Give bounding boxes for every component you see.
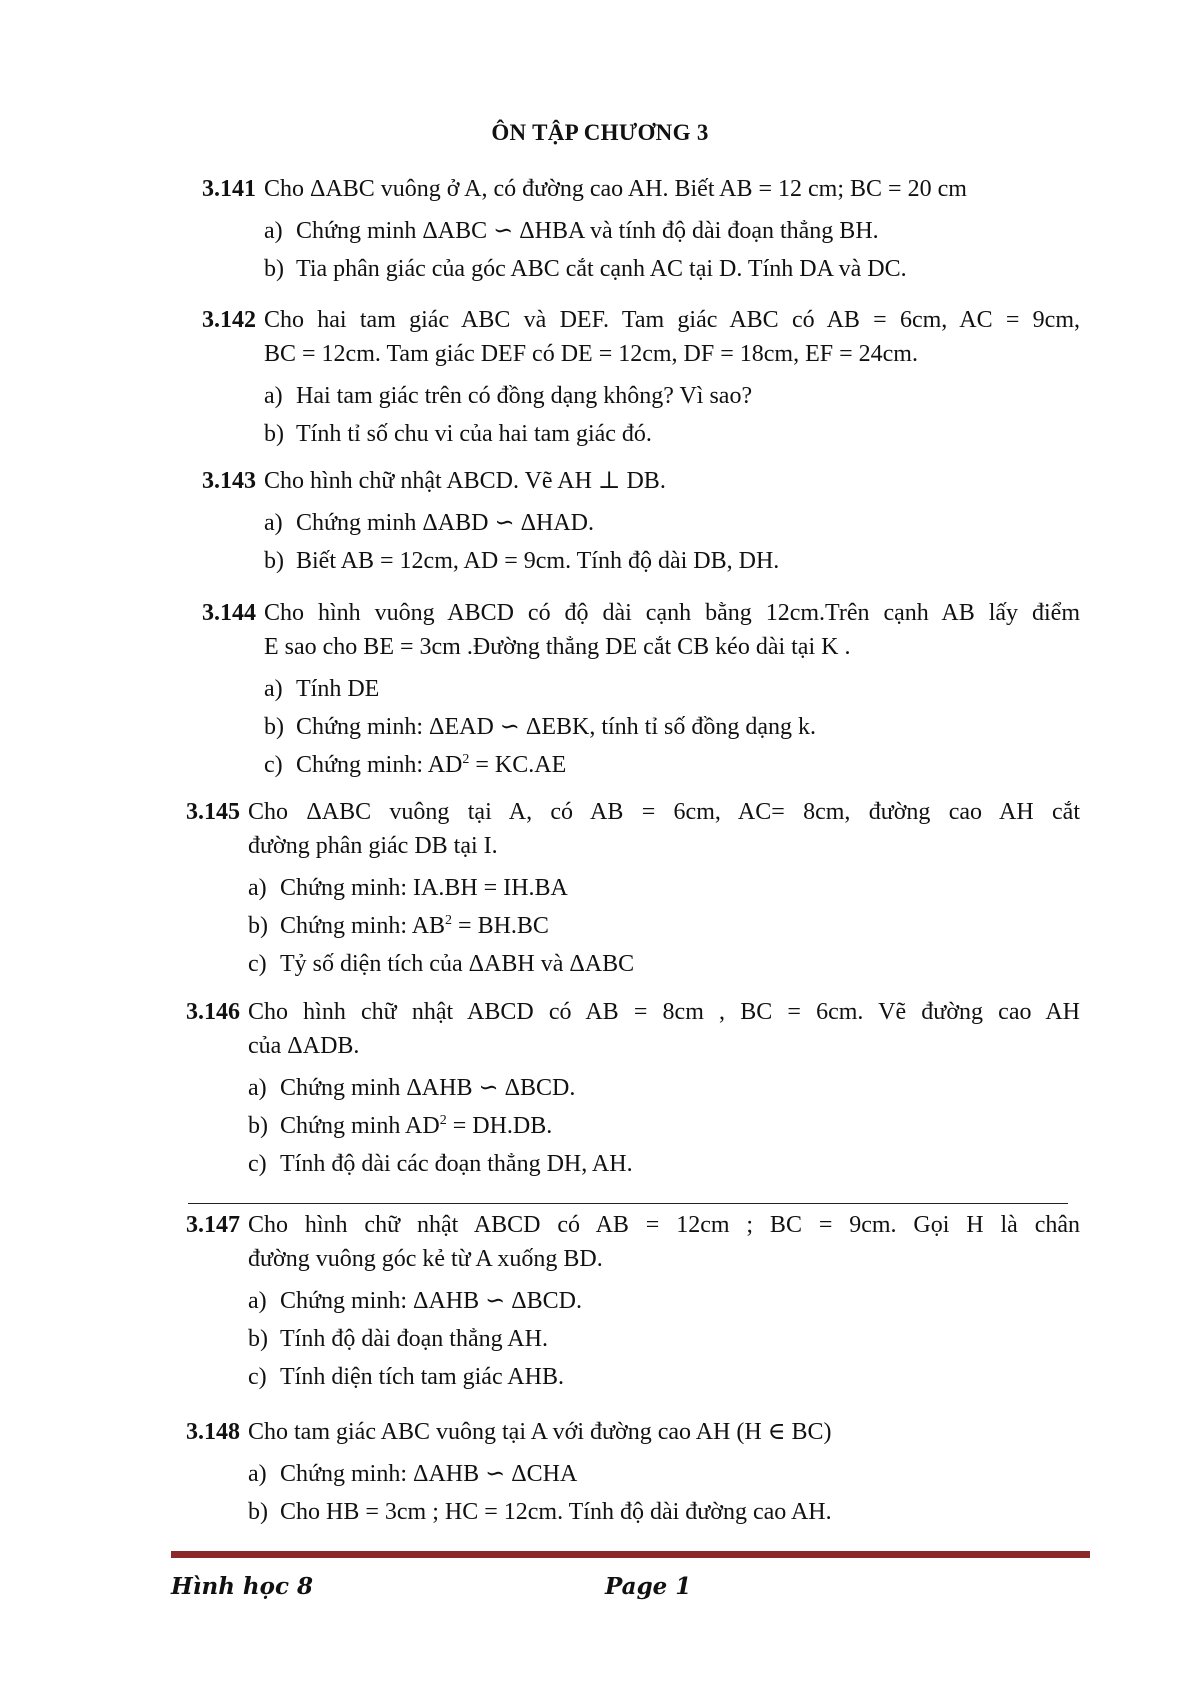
exponent: 2 <box>439 1113 447 1128</box>
sub-question-text-continued: = BH.BC <box>452 913 549 939</box>
sub-question-text: Chứng minh AD <box>280 1113 440 1139</box>
sub-question-text: Tính diện tích tam giác AHB. <box>280 1364 564 1390</box>
sub-question-text: Hai tam giác trên có đồng dạng không? Vì sao? <box>296 383 753 409</box>
sub-question <box>264 708 1080 746</box>
statement-line: Cho hình chữ nhật ABCD có AB = 12cm ; BC = 9cm. Gọi H là chân <box>248 1212 1080 1238</box>
sub-question-label: c) <box>248 1151 267 1177</box>
statement-line: E sao cho BE = 3cm .Đường thẳng DE cắt CB kéo dài tại K . <box>264 634 851 660</box>
sub-question-text: Tia phân giác của góc ABC cắt cạnh AC tại D. Tính DA và DC. <box>296 256 907 282</box>
problem-number: 3.143 <box>202 468 256 494</box>
sub-question <box>264 250 1080 288</box>
sub-question-list <box>186 1069 1080 1183</box>
sub-question-label: b) <box>248 1326 268 1352</box>
statement-line: Cho tam giác ABC vuông tại A với đường cao AH (H ∈ BC) <box>248 1419 832 1445</box>
sub-question <box>248 1107 1080 1145</box>
sub-question-label: a) <box>264 383 283 409</box>
problem-number: 3.148 <box>186 1419 240 1445</box>
exponent: 2 <box>462 752 470 767</box>
sub-question-text: Tính DE <box>296 676 380 702</box>
sub-question-label: b) <box>248 1113 268 1139</box>
sub-question-text: Chứng minh: AB <box>280 913 446 939</box>
sub-question-label: a) <box>248 875 267 901</box>
footer-subject: Hình học 8 <box>171 1573 313 1600</box>
sub-question <box>264 415 1080 453</box>
sub-question-list <box>202 670 1080 784</box>
problem-3-145 <box>186 795 1080 983</box>
problem-3-143 <box>202 464 1080 580</box>
page-title: ÔN TẬP CHƯƠNG 3 <box>491 120 709 145</box>
problem-statement <box>248 995 1080 1063</box>
sub-question <box>264 746 1080 784</box>
problem-number: 3.141 <box>202 176 256 202</box>
problem-statement <box>248 1208 1080 1276</box>
sub-question-label: a) <box>264 510 283 536</box>
sub-question-text: Chứng minh: IA.BH = IH.BA <box>280 875 568 901</box>
sub-question-label: b) <box>248 1499 268 1525</box>
sub-question <box>248 1069 1080 1107</box>
sub-question-text: Chứng minh: ΔAHB ∽ ΔCHA <box>280 1461 578 1487</box>
statement-line: đường phân giác DB tại I. <box>248 833 498 859</box>
sub-question-text: Tính độ dài các đoạn thẳng DH, AH. <box>280 1151 633 1177</box>
sub-question <box>248 1145 1080 1183</box>
statement-line: đường vuông góc kẻ từ A xuống BD. <box>248 1246 603 1272</box>
sub-question-text: Chứng minh ΔABC ∽ ΔHBA và tính độ dài đoạn thẳng BH. <box>296 218 879 244</box>
problem-number: 3.144 <box>202 600 256 626</box>
problem-3-148 <box>186 1415 1080 1531</box>
sub-question-text: Chứng minh ΔAHB ∽ ΔBCD. <box>280 1075 576 1101</box>
sub-question-text: Chứng minh ΔABD ∽ ΔHAD. <box>296 510 594 536</box>
problem-statement <box>264 464 1080 498</box>
problem-3-146 <box>186 995 1080 1183</box>
sub-question <box>248 1455 1080 1493</box>
sub-question-label: a) <box>248 1288 267 1314</box>
sub-question-text: Tính độ dài đoạn thẳng AH. <box>280 1326 548 1352</box>
footer-rule <box>171 1551 1090 1558</box>
sub-question-text: Biết AB = 12cm, AD = 9cm. Tính độ dài DB, DH. <box>296 548 780 574</box>
problem-statement <box>248 1415 1080 1449</box>
sub-question-list <box>202 212 1080 288</box>
statement-line: Cho hình vuông ABCD có độ dài cạnh bằng 12cm.Trên cạnh AB lấy điểm <box>264 600 1080 626</box>
sub-question <box>248 1358 1080 1396</box>
sub-question <box>264 542 1080 580</box>
statement-line: Cho ΔABC vuông tại A, có AB = 6cm, AC= 8cm, đường cao AH cắt <box>248 799 1080 825</box>
problem-statement <box>264 172 1080 206</box>
sub-question <box>264 504 1080 542</box>
problem-statement <box>248 795 1080 863</box>
problem-3-141 <box>202 172 1080 288</box>
footer-page-number: Page 1 <box>605 1573 692 1600</box>
sub-question-text: Tỷ số diện tích của ΔABH và ΔABC <box>280 951 635 977</box>
problem-number: 3.145 <box>186 799 240 825</box>
statement-line: Cho ΔABC vuông ở A, có đường cao AH. Biết AB = 12 cm; BC = 20 cm <box>264 176 967 202</box>
sub-question-label: b) <box>264 421 284 447</box>
problem-number: 3.146 <box>186 999 240 1025</box>
sub-question-list <box>186 1455 1080 1531</box>
sub-question-label: b) <box>264 548 284 574</box>
statement-line: Cho hai tam giác ABC và DEF. Tam giác ABC có AB = 6cm, AC = 9cm, <box>264 307 1080 333</box>
sub-question-list <box>202 377 1080 453</box>
section-divider <box>188 1203 1068 1204</box>
sub-question-text: Cho HB = 3cm ; HC = 12cm. Tính độ dài đường cao AH. <box>280 1499 832 1525</box>
sub-question-text-continued: = KC.AE <box>469 752 567 778</box>
sub-question-text: Tính tỉ số chu vi của hai tam giác đó. <box>296 421 652 447</box>
statement-line: Cho hình chữ nhật ABCD. Vẽ AH ⊥ DB. <box>264 468 666 494</box>
sub-question-label: a) <box>264 676 283 702</box>
sub-question-text: Chứng minh: AD <box>296 752 463 778</box>
sub-question-text: Chứng minh: ΔEAD ∽ ΔEBK, tính tỉ số đồng dạng k. <box>296 714 816 740</box>
problem-3-142 <box>202 303 1080 453</box>
sub-question-label: c) <box>264 752 283 778</box>
sub-question-label: a) <box>248 1075 267 1101</box>
sub-question <box>248 945 1080 983</box>
problem-3-147 <box>186 1208 1080 1396</box>
problem-number: 3.142 <box>202 307 256 333</box>
sub-question-label: b) <box>248 913 268 939</box>
problem-number: 3.147 <box>186 1212 240 1238</box>
sub-question-label: c) <box>248 1364 267 1390</box>
sub-question <box>248 869 1080 907</box>
sub-question-list <box>186 869 1080 983</box>
sub-question <box>248 1493 1080 1531</box>
sub-question <box>264 670 1080 708</box>
statement-line: Cho hình chữ nhật ABCD có AB = 8cm , BC = 6cm. Vẽ đường cao AH <box>248 999 1080 1025</box>
sub-question-list <box>202 504 1080 580</box>
sub-question-label: c) <box>248 951 267 977</box>
sub-question <box>248 1320 1080 1358</box>
sub-question-label: a) <box>264 218 283 244</box>
sub-question-list <box>186 1282 1080 1396</box>
sub-question-text: Chứng minh: ΔAHB ∽ ΔBCD. <box>280 1288 583 1314</box>
problem-statement <box>264 596 1080 664</box>
sub-question-label: b) <box>264 256 284 282</box>
statement-line: BC = 12cm. Tam giác DEF có DE = 12cm, DF = 18cm, EF = 24cm. <box>264 341 918 367</box>
sub-question-label: a) <box>248 1461 267 1487</box>
sub-question <box>248 1282 1080 1320</box>
problem-statement <box>264 303 1080 371</box>
sub-question <box>264 212 1080 250</box>
statement-line: của ΔADB. <box>248 1033 360 1059</box>
exponent: 2 <box>445 913 453 928</box>
sub-question <box>248 907 1080 945</box>
sub-question <box>264 377 1080 415</box>
sub-question-label: b) <box>264 714 284 740</box>
sub-question-text-continued: = DH.DB. <box>446 1113 553 1139</box>
problem-3-144 <box>202 596 1080 784</box>
